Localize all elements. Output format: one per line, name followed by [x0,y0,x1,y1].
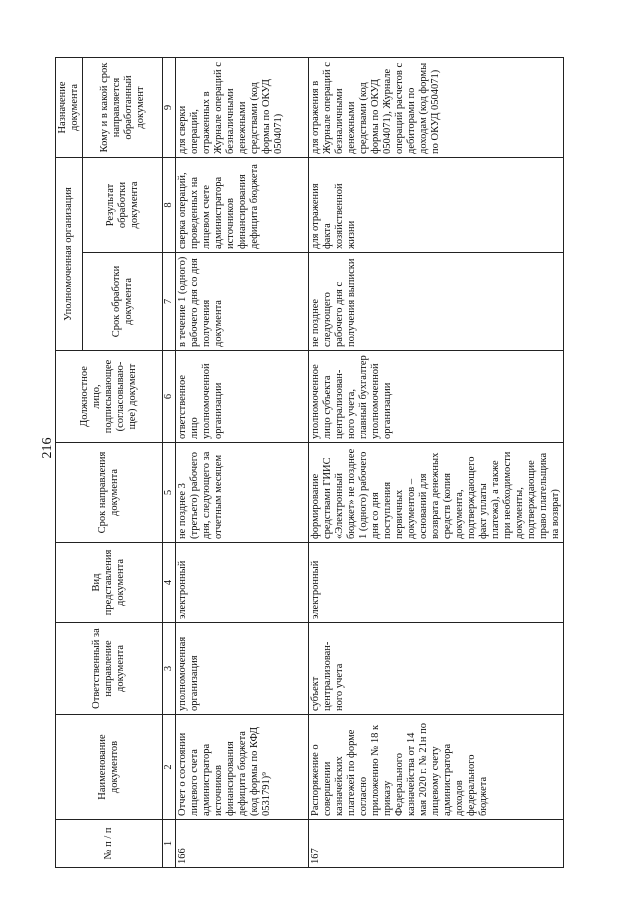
header-group-org: Уполномоченная организация [56,158,83,351]
header-name: Наименование документов [56,715,163,820]
column-number: 6 [163,351,176,443]
send-deadline: не позднее 3 (третьего) рабочего дня, следующего за отчетным месяцем [176,443,309,543]
process-result: для отражения факта хозяйственной жизни [309,158,564,253]
header-type: Вид представления документа [56,543,163,623]
document-name: Отчет о состоянии лицевого счета администратора источников финансирования дефицита бюджета (код формы по КФД 0531791)⁹ [176,715,309,820]
column-number: 2 [163,715,176,820]
document-type: электронный [176,543,309,623]
rotated-page [55,58,590,868]
column-number: 1 [163,820,176,868]
responsible: уполномоченная организация [176,623,309,715]
purpose: для сверки операций, отраженных в Журнале операций с безналичными денежными средствами (код формы по ОКУД 0504071) [176,58,309,158]
column-numbers-row [163,58,176,868]
header-responsible: Ответственный за направление документа [56,623,163,715]
header-signer: Должностное лицо, подписывающее (согласовываю- щее) документ [56,351,163,443]
responsible: субъект централизован- ного учета [309,623,564,715]
row-number: 166 [176,820,309,868]
process-term: не позднее следующего рабочего дня с получения выписки [309,253,564,351]
column-number: 3 [163,623,176,715]
column-number: 8 [163,158,176,253]
header-number: № п / п [56,820,163,868]
header-deadline: Срок направления документа [56,443,163,543]
send-deadline: формирование средствами ГИИС «Электронный бюджет» не позднее 1 (одного) рабочего дня со дня поступления первичных документов – оснований для возврата денежных средств (копия документа, подтверждающего факт уплаты платежа), а также при необходимости документы, подтверждающие право плательщика на возврат) [309,443,564,543]
column-number: 9 [163,58,176,158]
header-group-purpose: Назначение документа [56,58,83,158]
header-process-term: Срок обработки документа [83,253,163,351]
header-row [56,58,83,868]
column-number: 7 [163,253,176,351]
process-result: сверка операций, проведенных на лицевом счете администратора источников финансирования дефицита бюджета [176,158,309,253]
document-name: Распоряжение о совершении казначейских платежей по форме согласно приложению № 18 к приказу Федерального казначейства от 14 мая 2020 г. № 21н по лицевому счету администратора доходов федерального бюджета [309,715,564,820]
column-number: 5 [163,443,176,543]
header-recipient: Кому и в какой срок направляется обработанный документ [83,58,163,158]
table-row [309,58,564,868]
signer: ответственное лицо уполномоченной организации [176,351,309,443]
document-table [55,57,564,868]
document-type: электронный [309,543,564,623]
column-number: 4 [163,543,176,623]
page-number: 216 [40,437,55,459]
table-row [176,58,309,868]
process-term: в течение 1 (одного) рабочего дня со дня получения документа [176,253,309,351]
row-number: 167 [309,820,564,868]
purpose: для отражения в Журнале операций с безналичными денежными средствами (код формы по ОКУД 0504071), Журнале операций расчетов с дебиторами по доходам (код формы по ОКУД 0504071) [309,58,564,158]
header-result: Результат обработки документа [83,158,163,253]
signer: уполномоченное лицо субъекта централизован- ного учета, главный бухгалтер уполномоченной организации [309,351,564,443]
